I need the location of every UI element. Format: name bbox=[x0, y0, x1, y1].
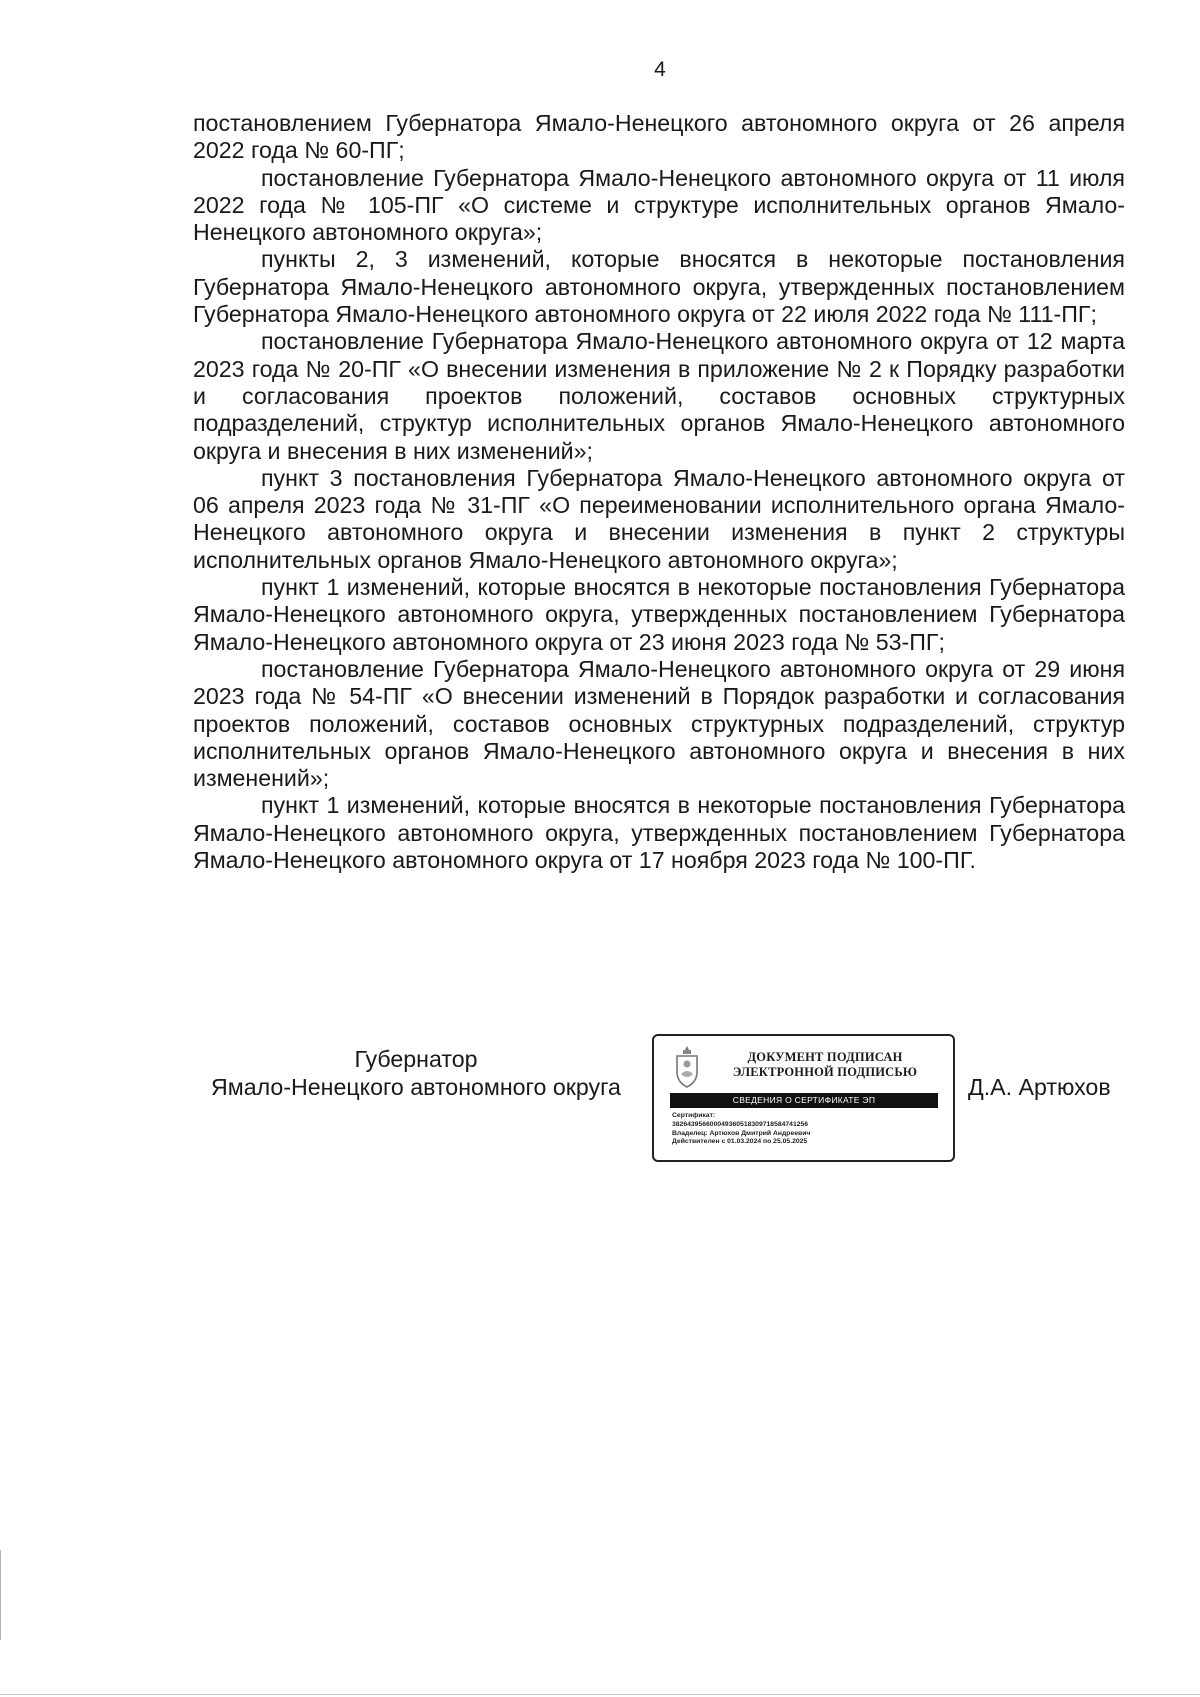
paragraph: постановление Губернатора Ямало-Ненецкого автономного округа от 11 июля 2022 года № 105-ПГ «О системе и структуре исполнительных органов Ямало-Ненецкого автономного округа»; bbox=[193, 164, 1125, 246]
paragraph: постановление Губернатора Ямало-Ненецкого автономного округа от 29 июня 2023 года № 54-ПГ «О внесении изменений в Порядок разработки и согласования проектов положений, составов основных структурных подразделений, структур исполнительных органов Ямало-Ненецкого автономного округа и внесения в них изменений»; bbox=[193, 655, 1125, 792]
paragraph: пункты 2, 3 изменений, которые вносятся в некоторые постановления Губернатора Ямало-Ненецкого автономного округа, утвержденных постановлением Губернатора Ямало-Ненецкого автономного округа от 22 июля 2022 года № 111-ПГ; bbox=[193, 246, 1125, 328]
paragraph: пункт 1 изменений, которые вносятся в некоторые постановления Губернатора Ямало-Ненецкого автономного округа, утвержденных постановлением Губернатора Ямало-Ненецкого автономного округа от 17 ноября 2023 года № 100-ПГ. bbox=[193, 792, 1125, 874]
certificate-details bbox=[672, 1112, 942, 1147]
electronic-signature-stamp bbox=[652, 1034, 955, 1162]
page-number: 4 bbox=[654, 58, 666, 81]
page-bottom-border bbox=[0, 1694, 1200, 1695]
stamp-heading bbox=[714, 1050, 936, 1080]
stamp-heading-line1: ДОКУМЕНТ ПОДПИСАН bbox=[747, 1050, 903, 1064]
paragraph: пункт 1 изменений, которые вносятся в некоторые постановления Губернатора Ямало-Ненецкого автономного округа, утвержденных постановлением Губернатора Ямало-Ненецкого автономного округа от 23 июня 2023 года № 53-ПГ; bbox=[193, 574, 1125, 655]
paragraph: пункт 3 постановления Губернатора Ямало-Ненецкого автономного округа от 06 апреля 2023 года № 31-ПГ «О переименовании исполнительного органа Ямало-Ненецкого автономного округа и внесении изменения в пункт 2 структуры исполнительных органов Ямало-Ненецкого автономного округа»; bbox=[193, 464, 1125, 573]
certificate-owner: Владелец: Артюхов Дмитрий Андреевич bbox=[672, 1129, 811, 1137]
certificate-validity: Действителен с 01.03.2024 по 25.05.2025 bbox=[672, 1138, 808, 1146]
signatory-name: Д.А. Артюхов bbox=[968, 1074, 1111, 1100]
document-body bbox=[193, 110, 1125, 874]
certificate-label: Сертификат: bbox=[672, 1112, 716, 1119]
paragraph: постановление Губернатора Ямало-Ненецкого автономного округа от 12 марта 2023 года № 20-ПГ «О внесении изменения в приложение № 2 к Порядку разработки и согласования проектов положений, составов основных структурных подразделений, структур исполнительных органов Ямало-Ненецкого автономного округа и внесения в них изменений»; bbox=[193, 328, 1125, 464]
signatory-position-line1: Губернатор bbox=[354, 1046, 478, 1072]
signatory-position-line2: Ямало-Ненецкого автономного округа bbox=[211, 1074, 621, 1100]
signatory-position bbox=[186, 1045, 646, 1101]
coat-of-arms-icon bbox=[672, 1044, 702, 1090]
stamp-heading-line2: ЭЛЕКТРОННОЙ ПОДПИСЬЮ bbox=[732, 1065, 918, 1079]
paragraph: постановлением Губернатора Ямало-Ненецкого автономного округа от 26 апреля 2022 года № 60-ПГ; bbox=[193, 110, 1125, 164]
scan-edge-line bbox=[0, 1550, 1, 1640]
certificate-number: 382643956600049360518309718584741256 bbox=[672, 1120, 809, 1128]
certificate-info-bar: СВЕДЕНИЯ О СЕРТИФИКАТЕ ЭП bbox=[670, 1093, 938, 1108]
